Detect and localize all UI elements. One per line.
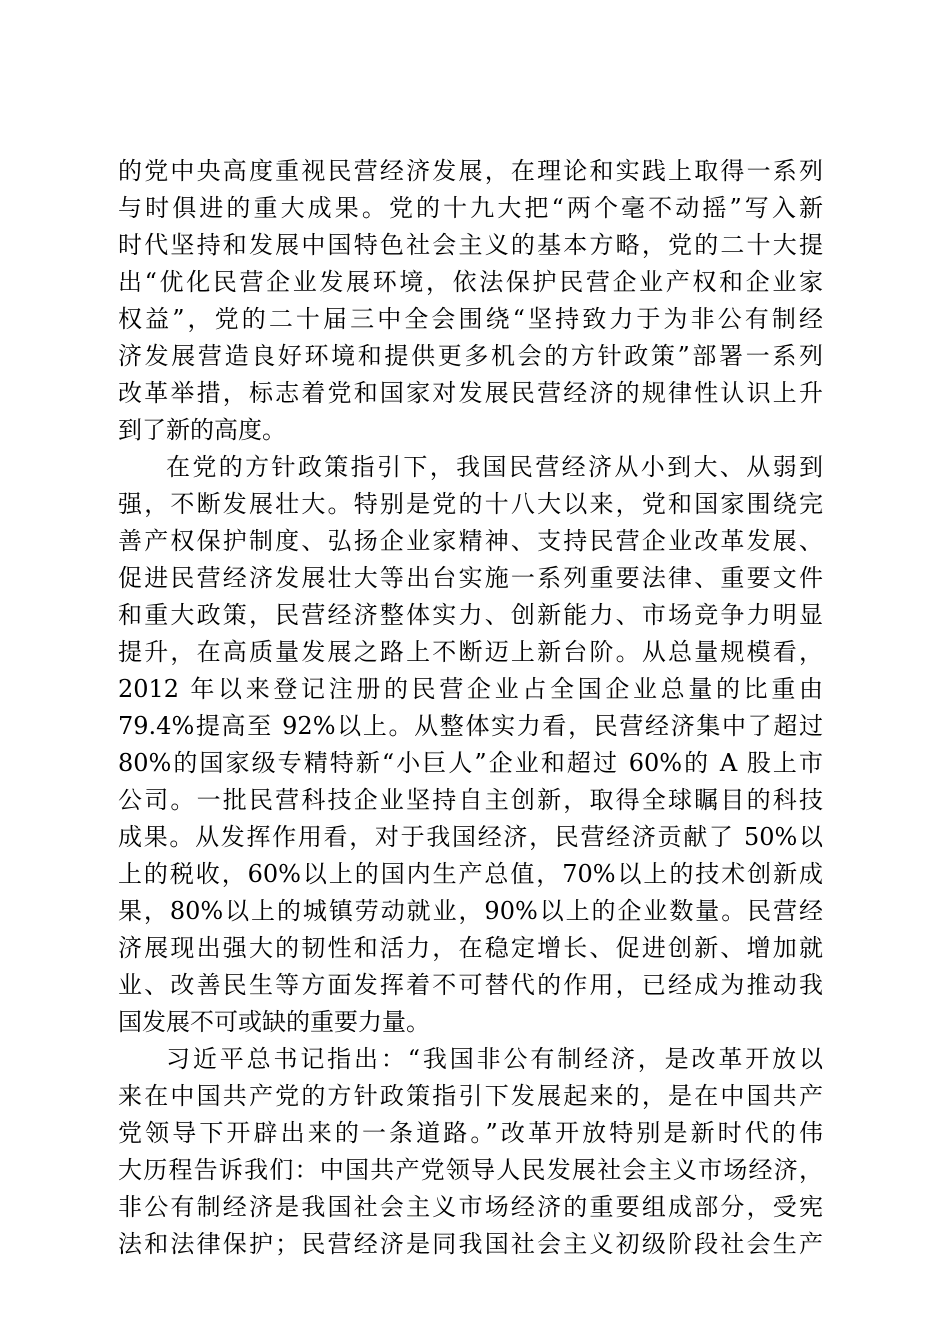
text-line: 权益”，党的二十届三中全会围绕“坚持致力于为非公有制经 [118, 305, 823, 333]
text-line: 果，80%以上的城镇劳动就业，90%以上的企业数量。民营经 [118, 897, 823, 925]
text-line: 到了新的高度。 [118, 416, 286, 444]
text-line: 促进民营经济发展壮大等出台实施一系列重要法律、重要文件 [118, 564, 823, 592]
text-line: 大历程告诉我们：中国共产党领导人民发展社会主义市场经济， [118, 1156, 823, 1184]
paragraph-3 [118, 1041, 823, 1263]
text-line: 党领导下开辟出来的一条道路。”改革开放特别是新时代的伟 [118, 1119, 823, 1147]
text-line: 上的税收，60%以上的国内生产总值，70%以上的技术创新成 [118, 860, 823, 888]
text-line: 法和法律保护；民营经济是同我国社会主义初级阶段社会生产 [118, 1230, 823, 1258]
text-line: 与时俱进的重大成果。党的十九大把“两个毫不动摇”写入新 [118, 194, 823, 222]
text-line: 强，不断发展壮大。特别是党的十八大以来，党和国家围绕完 [118, 490, 823, 518]
text-line: 济发展营造良好环境和提供更多机会的方针政策”部署一系列 [118, 342, 823, 370]
text-line: 在党的方针政策指引下，我国民营经济从小到大、从弱到 [166, 453, 823, 481]
paragraph-1 [118, 153, 823, 449]
text-line: 出“优化民营企业发展环境，依法保护民营企业产权和企业家 [118, 268, 823, 296]
text-line: 的党中央高度重视民营经济发展，在理论和实践上取得一系列 [118, 157, 823, 185]
text-line: 非公有制经济是我国社会主义市场经济的重要组成部分，受宪 [118, 1193, 823, 1221]
text-line: 善产权保护制度、弘扬企业家精神、支持民营企业改革发展、 [118, 527, 823, 555]
document-body [118, 153, 823, 1263]
text-line: 79.4%提高至 92%以上。从整体实力看，民营经济集中了超过 [118, 712, 823, 740]
text-line: 改革举措，标志着党和国家对发展民营经济的规律性认识上升 [118, 379, 823, 407]
text-line: 公司。一批民营科技企业坚持自主创新，取得全球瞩目的科技 [118, 786, 823, 814]
text-line: 提升，在高质量发展之路上不断迈上新台阶。从总量规模看， [118, 638, 823, 666]
text-line: 2012 年以来登记注册的民营企业占全国企业总量的比重由 [118, 675, 823, 703]
text-line: 时代坚持和发展中国特色社会主义的基本方略，党的二十大提 [118, 231, 823, 259]
text-line: 和重大政策，民营经济整体实力、创新能力、市场竞争力明显 [118, 601, 823, 629]
text-line: 国发展不可或缺的重要力量。 [118, 1008, 430, 1036]
text-line: 习近平总书记指出：“我国非公有制经济，是改革开放以 [166, 1045, 823, 1073]
paragraph-2 [118, 449, 823, 1041]
text-line: 济展现出强大的韧性和活力，在稳定增长、促进创新、增加就 [118, 934, 823, 962]
text-line: 来在中国共产党的方针政策指引下发展起来的，是在中国共产 [118, 1082, 823, 1110]
text-line: 80%的国家级专精特新“小巨人”企业和超过 60%的 A 股上市 [118, 749, 823, 777]
text-line: 业、改善民生等方面发挥着不可替代的作用，已经成为推动我 [118, 971, 823, 999]
text-line: 成果。从发挥作用看，对于我国经济，民营经济贡献了 50%以 [118, 823, 823, 851]
